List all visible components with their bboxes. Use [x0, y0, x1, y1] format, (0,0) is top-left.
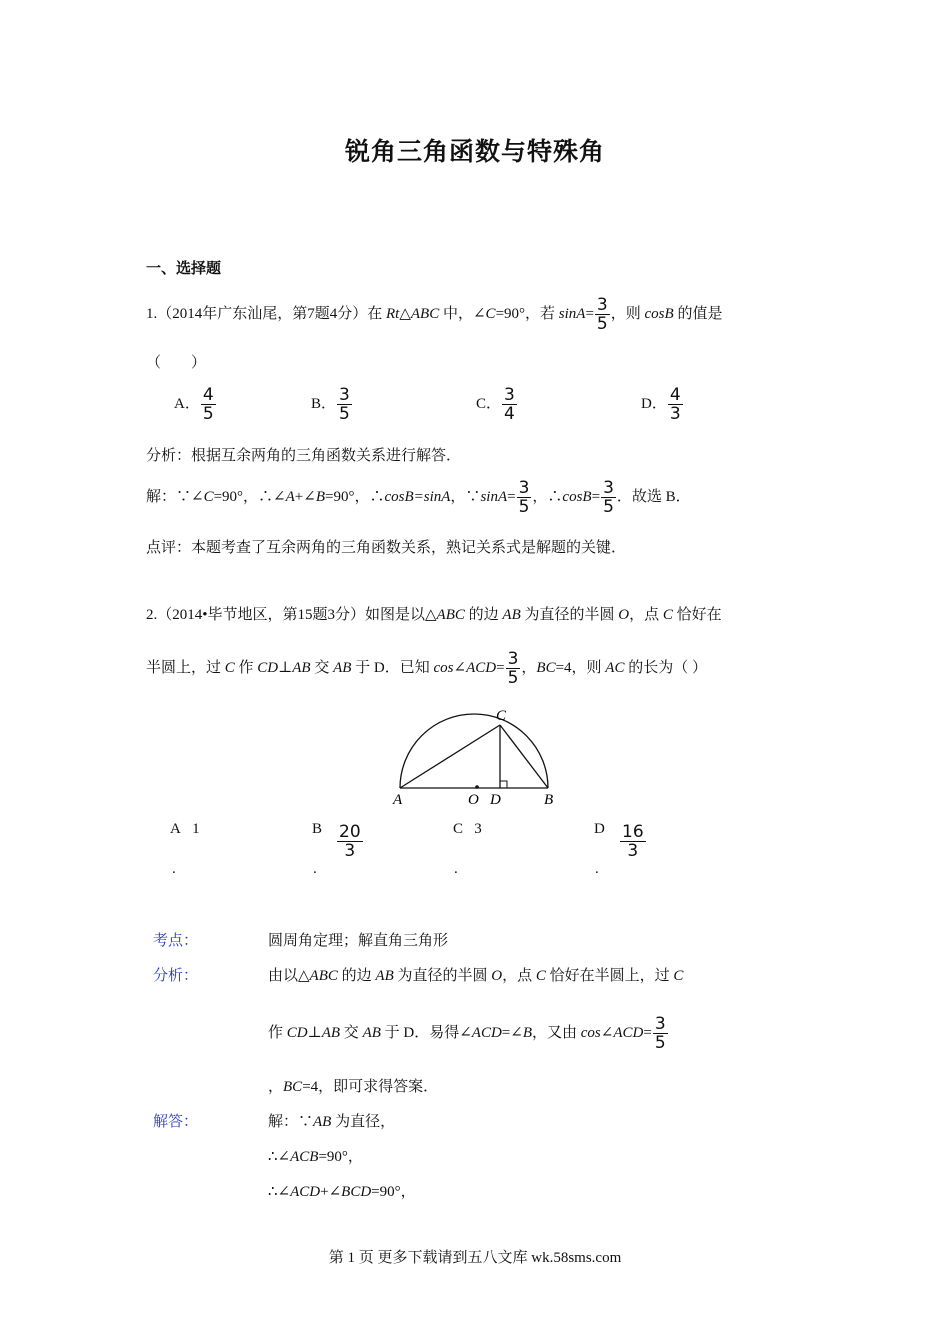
- q2-option-c-dot: .: [454, 861, 458, 877]
- jieda-line2: ∴∠ACB=90°，: [268, 1149, 363, 1165]
- section-heading: 一、选择题: [146, 259, 222, 277]
- page-footer: 第 1 页 更多下载请到五八文库 wk.58sms.com: [328, 1250, 622, 1266]
- q2-option-a[interactable]: A 1: [170, 821, 200, 837]
- label-b: B: [544, 792, 554, 808]
- label-o: O: [468, 792, 479, 808]
- q2-stem-line2: 半圆上，过 C 作 CD⊥AB 交 AB 于 D．已知 cos∠ACD= $\frac{3}{5}$ ，BC=4，则 AC 的长为（ ）: [146, 649, 707, 688]
- q1-option-c[interactable]: C． $\frac{3}{4}$: [476, 385, 515, 424]
- q2-option-b-fraction: $\frac{20}{3}$: [339, 822, 361, 861]
- q2-option-b-dot: .: [313, 861, 317, 877]
- q2-option-d-fraction: $\frac{16}{3}$: [622, 822, 644, 861]
- fenxi-line1: 由以△ABC 的边 AB 为直径的半圆 O，点 C 恰好在半圆上，过 C: [268, 968, 684, 984]
- fenxi-label: 分析：: [153, 968, 199, 984]
- q1-option-b[interactable]: B． $\frac{3}{5}$: [311, 385, 350, 424]
- q2-stem-line1: 2.（2014•毕节地区，第15题3分）如图是以△ABC 的边 AB 为直径的半圆 O，点 C 恰好在: [146, 607, 722, 623]
- q1-answer-blank: （ ）: [146, 355, 207, 371]
- label-c: C: [496, 708, 507, 724]
- fraction: $\frac{3}{5}$: [596, 295, 608, 334]
- fenxi-line2: 作 CD⊥AB 交 AB 于 D．易得∠ACD=∠B，又由 cos∠ACD= $\frac{3}{5}$: [268, 1014, 666, 1053]
- right-angle-mark: [500, 781, 507, 788]
- center-point: [475, 785, 479, 789]
- q2-option-c[interactable]: C 3: [453, 821, 482, 837]
- q1-option-a[interactable]: A． $\frac{4}{5}$: [174, 385, 214, 424]
- q1-option-d[interactable]: D． $\frac{4}{3}$: [641, 385, 681, 424]
- jieda-line1: 解：∵AB 为直径，: [268, 1114, 396, 1130]
- jieda-line3: ∴∠ACD+∠BCD=90°，: [268, 1184, 416, 1200]
- kaodian-text: 圆周角定理；解直角三角形: [268, 933, 449, 949]
- segment-ac: [400, 725, 500, 788]
- page-title: 锐角三角函数与特殊角: [344, 137, 605, 166]
- label-d: D: [490, 792, 501, 808]
- q2-option-a-dot: .: [172, 861, 176, 877]
- q1-analysis: 分析：根据互余两角的三角函数关系进行解答．: [146, 448, 462, 464]
- kaodian-label: 考点：: [153, 933, 199, 949]
- fenxi-line3: ，BC=4，即可求得答案．: [268, 1079, 439, 1095]
- q2-option-b[interactable]: B: [312, 821, 323, 837]
- q1-stem: 1.（2014年广东汕尾，第7题4分）在 Rt△ABC 中，∠C=90°，若 sinA= $\frac{3}{5}$ ，则 cosB 的值是: [146, 295, 723, 334]
- q2-option-d-dot: .: [595, 861, 599, 877]
- q1-comment: 点评：本题考查了互余两角的三角函数关系，熟记关系式是解题的关键．: [146, 540, 627, 556]
- label-a: A: [393, 792, 403, 808]
- semicircle-figure: [390, 700, 565, 812]
- q2-option-d[interactable]: D: [594, 821, 605, 837]
- jieda-label: 解答：: [153, 1114, 199, 1130]
- q1-solution: 解：∵∠C=90°，∴∠A+∠B=90°，∴cosB=sinA，∵sinA= $\frac{3}{5}$ ，∴cosB= $\frac{3}{5}$ ．故选 B．: [146, 478, 691, 517]
- semicircle-arc: [400, 714, 548, 788]
